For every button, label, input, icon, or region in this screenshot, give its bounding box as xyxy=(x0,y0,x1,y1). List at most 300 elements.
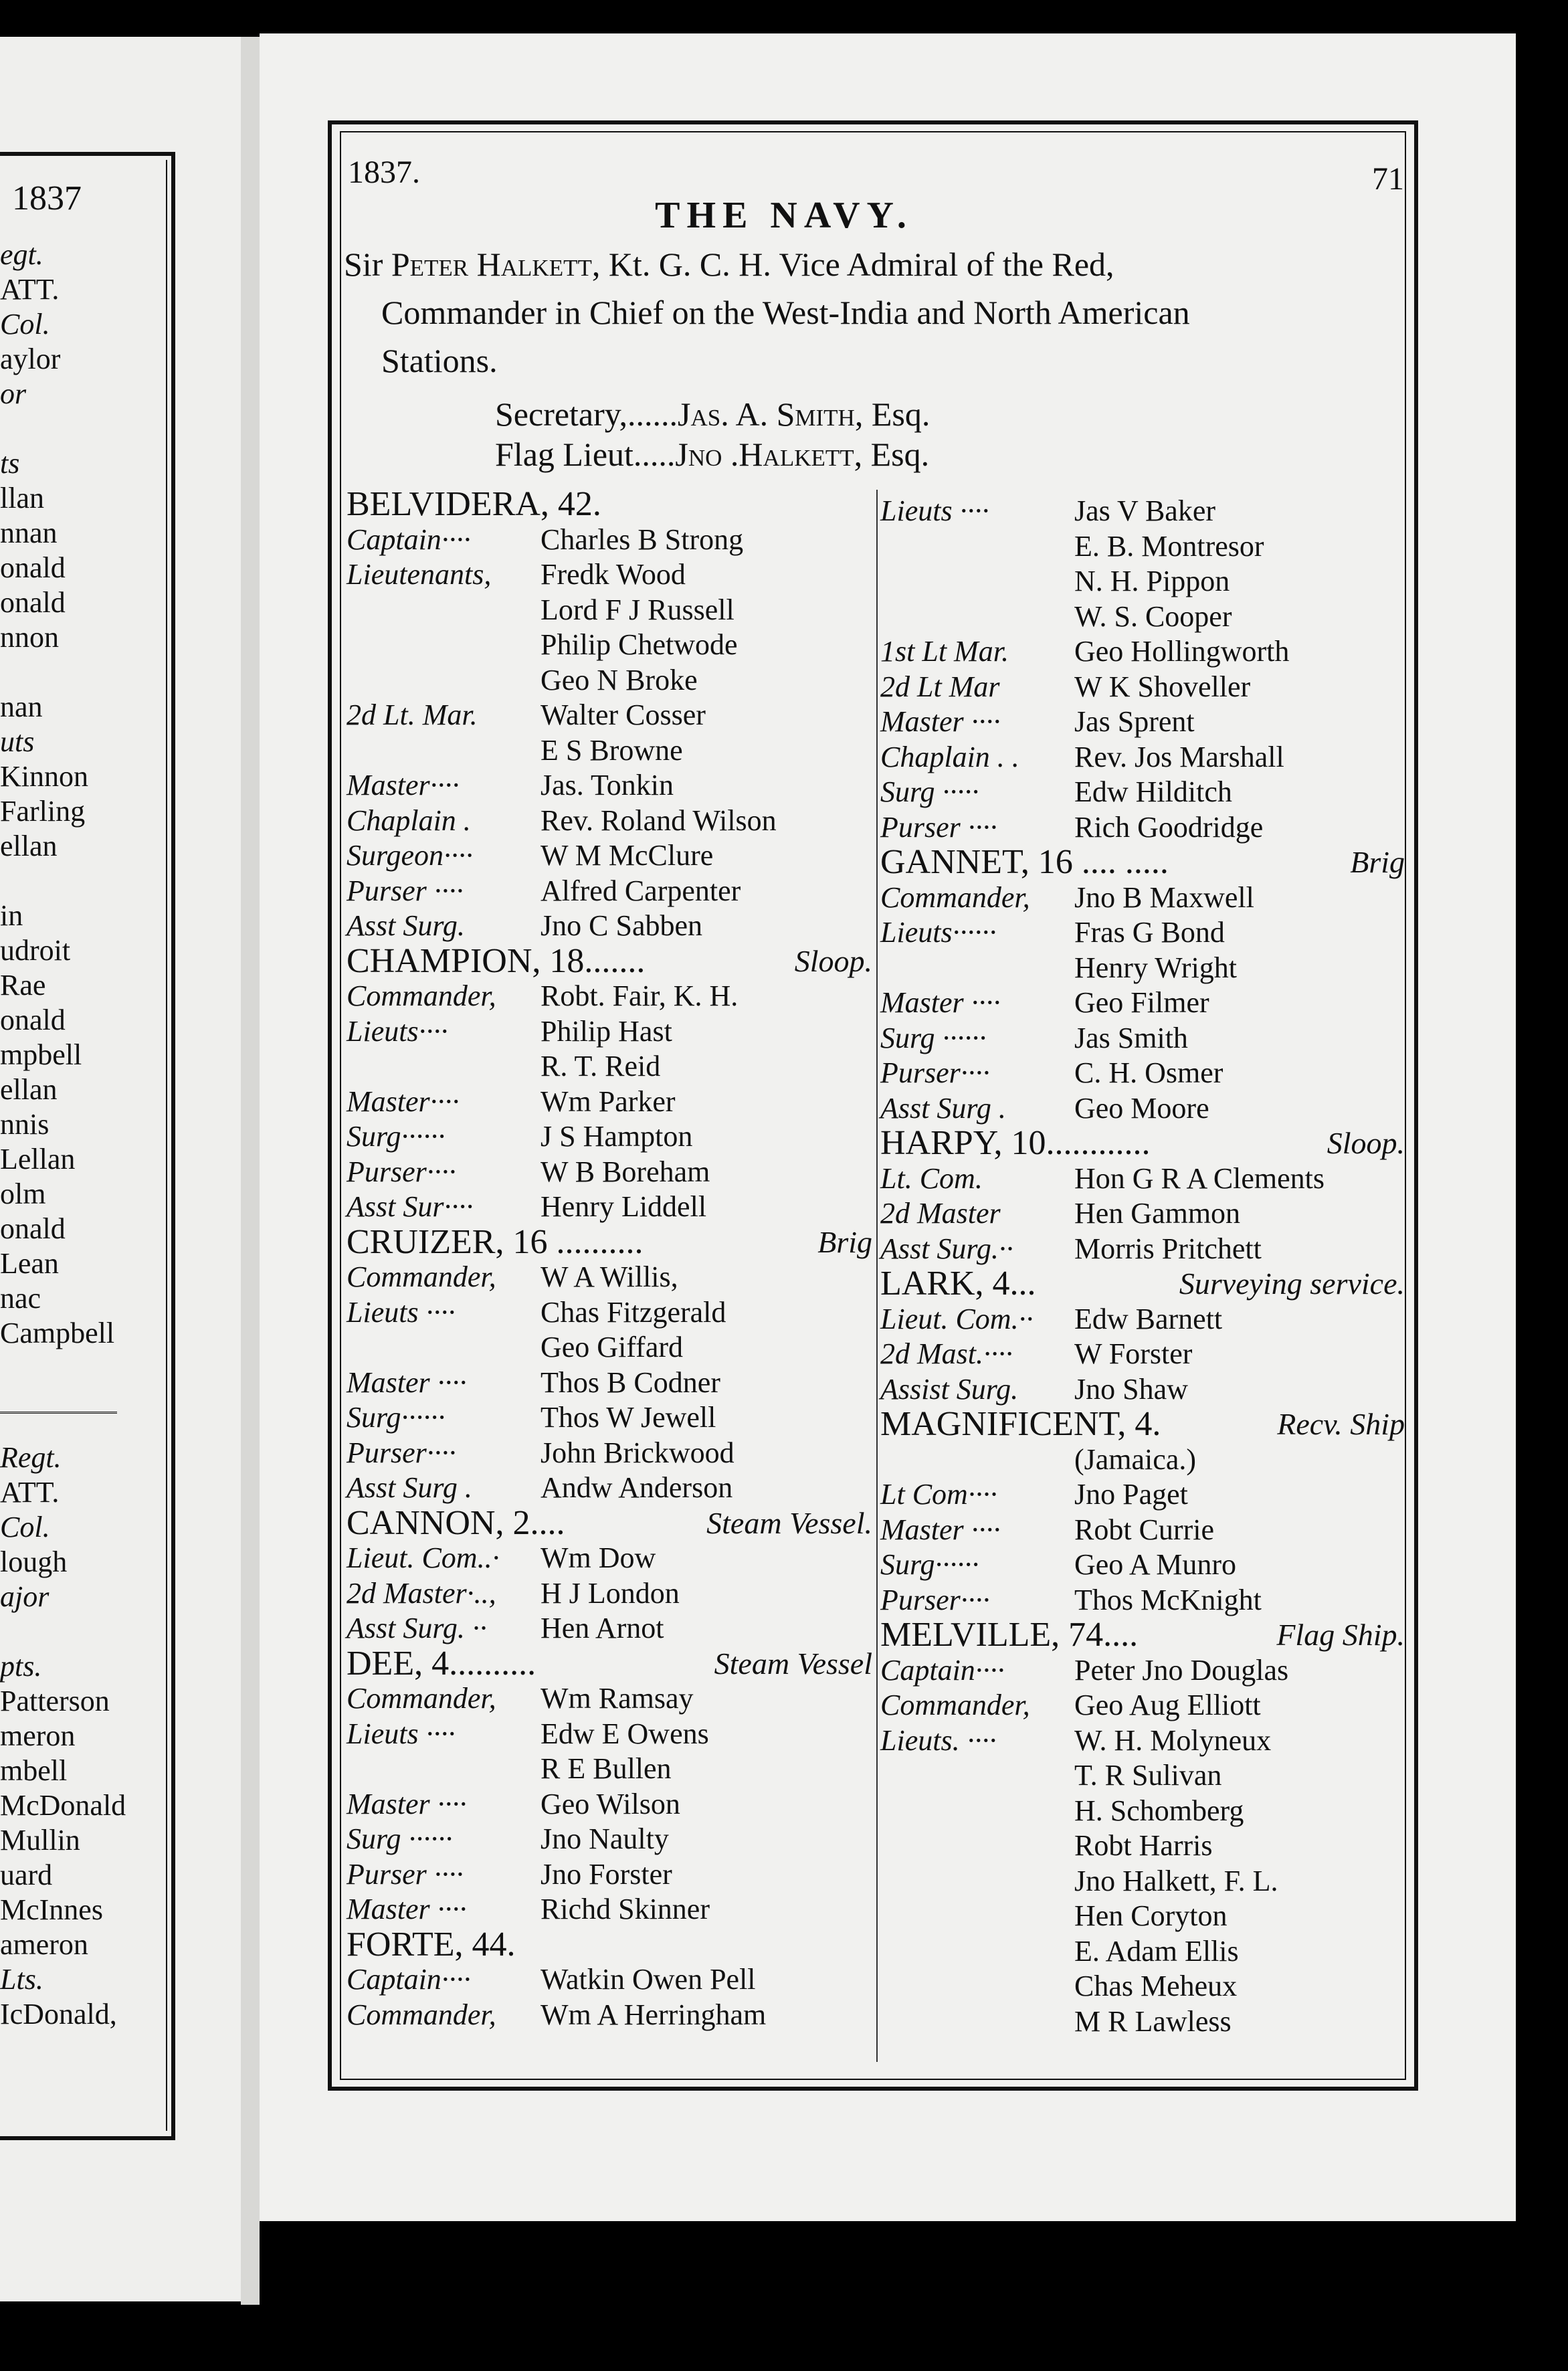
officer-name: Wm Parker xyxy=(541,1084,676,1118)
ship-heading xyxy=(347,1927,875,1963)
officer-entry xyxy=(880,951,1407,986)
fragment-line: aylor xyxy=(0,343,61,375)
rank-label: Surg······ xyxy=(347,1401,446,1434)
officer-entry xyxy=(347,1014,875,1050)
rank-label: 2d Mast.···· xyxy=(880,1337,1013,1370)
officer-name: Wm Dow xyxy=(541,1541,656,1574)
officer-name: Alfred Carpenter xyxy=(541,874,741,907)
ship-name: HARPY, 10............ xyxy=(880,1124,1151,1162)
fragment-line: uard xyxy=(0,1859,53,1891)
officer-name: Henry Wright xyxy=(1074,951,1238,984)
fragment-line: nan xyxy=(0,690,43,723)
fragment-line xyxy=(0,1614,174,1649)
officer-entry xyxy=(347,909,875,944)
officer-name: W B Boreham xyxy=(541,1155,710,1188)
rank-label: Master ···· xyxy=(880,986,1001,1019)
ship-list-left xyxy=(347,487,875,2032)
intro-line-1: Sir Peter Halkett, Kt. G. C. H. Vice Admiral of the Red, xyxy=(344,246,1114,283)
fragment-line: ATT. xyxy=(0,1476,60,1509)
fragment-line: IcDonald, xyxy=(0,1998,117,2030)
officer-entry xyxy=(880,1547,1407,1583)
flag-lieut-line: Flag Lieut.....Jno .Halkett, Esq. xyxy=(495,436,930,473)
fragment-line: McInnes xyxy=(0,1893,103,1926)
rank-label: Master ···· xyxy=(347,1365,467,1399)
ship-name: CANNON, 2.... xyxy=(347,1503,565,1542)
officer-entry xyxy=(880,1969,1407,2004)
officer-name: Jno C Sabben xyxy=(541,909,702,942)
rank-label: Asst Surg . xyxy=(347,1471,472,1504)
rank-label: Asst Sur···· xyxy=(347,1190,474,1223)
fragment-line: onald xyxy=(0,1004,66,1036)
previous-page-fragment xyxy=(0,37,253,2301)
rank-label: Lieutenants, xyxy=(347,558,492,591)
officer-entry xyxy=(347,593,875,628)
ship-name: MAGNIFICENT, 4. xyxy=(880,1405,1161,1443)
fragment-line: egt. xyxy=(0,238,43,271)
rank-label: Asst Surg . xyxy=(880,1091,1006,1125)
officer-entry xyxy=(347,1436,875,1471)
fragment-line xyxy=(0,864,174,898)
officer-entry xyxy=(880,704,1407,740)
officer-name: J S Hampton xyxy=(541,1120,693,1153)
rank-label: Lt Com···· xyxy=(880,1478,997,1511)
fragment-line xyxy=(0,411,174,446)
officer-name: R E Bullen xyxy=(541,1752,672,1785)
officer-name: Jas Sprent xyxy=(1074,705,1195,738)
rank-label: Chaplain . . xyxy=(880,740,1019,773)
officer-name: Rev. Roland Wilson xyxy=(541,803,777,837)
fragment-line: Mullin xyxy=(0,1824,80,1857)
officer-entry xyxy=(880,1723,1407,1759)
officer-name: Robt. Fair, K. H. xyxy=(541,979,739,1012)
officer-entry xyxy=(880,634,1407,670)
fragment-line: Lts. xyxy=(0,1963,43,1996)
fragment-line: nnis xyxy=(0,1108,50,1141)
officer-name: Jas Smith xyxy=(1074,1021,1188,1054)
fragment-line: olm xyxy=(0,1177,46,1210)
officer-entry xyxy=(880,1372,1407,1408)
officer-entry xyxy=(880,529,1407,565)
officer-name: W A Willis, xyxy=(541,1260,678,1293)
officer-name: Henry Liddell xyxy=(541,1190,707,1223)
officer-name: W. S. Cooper xyxy=(1074,599,1232,633)
rank-label: 1st Lt Mar. xyxy=(880,635,1009,668)
officer-entry xyxy=(880,670,1407,705)
officer-entry xyxy=(347,628,875,663)
officer-entry xyxy=(347,1751,875,1787)
officer-name: Geo Hollingworth xyxy=(1074,635,1290,668)
column-divider xyxy=(876,490,878,2062)
officer-entry xyxy=(347,1119,875,1155)
page-gutter xyxy=(241,37,260,2305)
page-number: 71 xyxy=(1372,161,1404,197)
ship-heading xyxy=(880,845,1407,880)
fragment-line: Campbell xyxy=(0,1317,115,1349)
previous-page-year: 1837 xyxy=(12,179,82,217)
rank-label: Lieut. Com.·· xyxy=(880,1302,1034,1335)
officer-name: Edw Hilditch xyxy=(1074,775,1232,808)
officer-entry xyxy=(347,1717,875,1752)
ship-heading xyxy=(347,1503,875,1542)
officer-entry xyxy=(880,1899,1407,1934)
officer-name: Jno Naulty xyxy=(541,1822,669,1855)
fragment-line: Lellan xyxy=(0,1143,76,1175)
officer-name: Morris Pritchett xyxy=(1074,1232,1262,1265)
officer-entry xyxy=(880,775,1407,810)
officer-entry xyxy=(880,1196,1407,1232)
officer-name: Rev. Jos Marshall xyxy=(1074,740,1284,773)
officer-entry xyxy=(880,1794,1407,1829)
fragment-line: McDonald xyxy=(0,1789,126,1822)
rank-label: Commander, xyxy=(347,1682,496,1715)
officer-name: R. T. Reid xyxy=(541,1050,661,1082)
fragment-line: llan xyxy=(0,482,44,514)
page-title: THE NAVY. xyxy=(655,195,913,236)
rank-label: Purser···· xyxy=(880,1056,990,1089)
officer-name: Philip Chetwode xyxy=(541,628,738,661)
officer-name: Jno Forster xyxy=(541,1857,672,1891)
officer-entry xyxy=(880,1161,1407,1197)
officer-entry xyxy=(880,1091,1407,1127)
ship-heading xyxy=(880,1266,1407,1302)
officer-name: Geo A Munro xyxy=(1074,1548,1236,1581)
ship-name: MELVILLE, 74.... xyxy=(880,1616,1139,1654)
rank-label: 2d Lt. Mar. xyxy=(347,698,478,731)
fragment-line: Lean xyxy=(0,1247,59,1280)
officer-entry xyxy=(880,2004,1407,2040)
officer-entry xyxy=(347,1541,875,1576)
rank-label: Lieuts······ xyxy=(880,916,997,949)
fragment-line: nnan xyxy=(0,516,58,549)
officer-name: Lord F J Russell xyxy=(541,593,734,626)
officer-entry xyxy=(347,1365,875,1401)
ship-name: CHAMPION, 18....... xyxy=(347,941,646,980)
officer-entry xyxy=(880,915,1407,951)
officer-entry xyxy=(347,698,875,733)
officer-entry xyxy=(347,1998,875,2033)
ship-name: BELVIDERA, 42. xyxy=(347,485,601,523)
officer-name: Walter Cosser xyxy=(541,698,706,731)
rank-label: Captain···· xyxy=(347,1963,471,1996)
officer-name: Jno B Maxwell xyxy=(1074,880,1254,914)
rank-label: Captain···· xyxy=(880,1653,1005,1687)
officer-name: H. Schomberg xyxy=(1074,1794,1244,1827)
rank-label: Master ···· xyxy=(880,705,1001,738)
rank-label: Commander, xyxy=(880,880,1030,914)
officer-name: Hen Arnot xyxy=(541,1612,664,1644)
ship-type: Steam Vessel xyxy=(714,1646,872,1681)
fragment-line: onald xyxy=(0,551,66,584)
officer-name: H J London xyxy=(541,1576,680,1610)
officer-name: Geo Aug Elliott xyxy=(1074,1689,1261,1721)
officer-name: Geo N Broke xyxy=(541,663,698,696)
officer-name: T. R Sulivan xyxy=(1074,1759,1222,1792)
officer-entry xyxy=(347,557,875,593)
officer-name: Richd Skinner xyxy=(541,1893,710,1925)
officer-entry xyxy=(347,1822,875,1857)
fragment-line: nac xyxy=(0,1282,41,1315)
officer-entry xyxy=(347,1857,875,1893)
officer-name: Wm A Herringham xyxy=(541,1998,767,2031)
officer-name: Chas Meheux xyxy=(1074,1970,1238,2002)
fragment-line: ameron xyxy=(0,1928,88,1961)
officer-entry xyxy=(880,740,1407,775)
officer-name: M R Lawless xyxy=(1074,2004,1232,2038)
fragment-line: ATT. xyxy=(0,273,60,306)
officer-name: N. H. Pippon xyxy=(1074,565,1230,597)
officer-name: W K Shoveller xyxy=(1074,670,1251,703)
rank-label: Lieuts ···· xyxy=(880,494,989,527)
officer-entry xyxy=(880,1758,1407,1794)
officer-name: W M McClure xyxy=(541,839,714,872)
officer-entry xyxy=(880,1021,1407,1056)
officer-entry xyxy=(347,1400,875,1436)
officer-entry xyxy=(880,1056,1407,1091)
officer-entry xyxy=(880,1583,1407,1618)
fragment-line: or xyxy=(0,377,27,410)
officer-entry xyxy=(347,1330,875,1365)
rank-label: Master ···· xyxy=(880,1513,1001,1546)
ship-heading xyxy=(880,1407,1407,1442)
fragment-line: Col. xyxy=(0,1511,50,1543)
officer-name: E S Browne xyxy=(541,733,683,767)
rank-label: Purser ···· xyxy=(880,810,997,844)
ship-type: Steam Vessel. xyxy=(706,1505,872,1540)
officer-entry xyxy=(880,880,1407,916)
officer-name: Watkin Owen Pell xyxy=(541,1963,756,1996)
fragment-line: mbell xyxy=(0,1754,68,1787)
rank-label: Lieut. Com..· xyxy=(347,1541,500,1574)
officer-name: Andw Anderson xyxy=(541,1471,733,1504)
officer-name: Robt Currie xyxy=(1074,1513,1214,1546)
fragment-line: ellan xyxy=(0,1073,58,1106)
officer-entry xyxy=(880,564,1407,599)
ship-name: DEE, 4.......... xyxy=(347,1644,536,1683)
previous-page-text-block-2 xyxy=(0,1440,174,2032)
fragment-line xyxy=(0,655,174,690)
officer-entry xyxy=(347,803,875,839)
rank-label: Chaplain . xyxy=(347,803,471,837)
officer-name: Jas. Tonkin xyxy=(541,769,674,801)
officer-name: Hon G R A Clements xyxy=(1074,1161,1325,1195)
officer-entry xyxy=(347,1260,875,1295)
officer-entry xyxy=(347,838,875,874)
rank-label: Commander, xyxy=(347,1260,496,1293)
officer-name: (Jamaica.) xyxy=(1074,1442,1196,1476)
officer-name: Chas Fitzgerald xyxy=(541,1295,726,1329)
fragment-line: uts xyxy=(0,725,35,758)
rank-label: Master···· xyxy=(347,769,460,801)
rank-label: 2d Master·.., xyxy=(347,1576,496,1610)
officer-name: Jno Shaw xyxy=(1074,1372,1188,1406)
officer-entry xyxy=(347,1681,875,1717)
officer-name: Hen Coryton xyxy=(1074,1899,1228,1932)
intro-line-2: Commander in Chief on the West-India and North American xyxy=(381,294,1190,331)
officer-name: Thos McKnight xyxy=(1074,1583,1262,1616)
officer-entry xyxy=(880,1934,1407,1970)
secretary-line: Secretary,......Jas. A. Smith, Esq. xyxy=(495,395,930,433)
rank-label: Lieuts. ···· xyxy=(880,1723,997,1757)
ship-heading xyxy=(880,1126,1407,1161)
officer-name: Wm Ramsay xyxy=(541,1682,694,1715)
fragment-line: udroit xyxy=(0,934,71,967)
admiral-name: Peter Halkett xyxy=(391,246,592,283)
officer-entry xyxy=(347,1471,875,1506)
rank-label: Surgeon···· xyxy=(347,839,474,872)
rank-label: Surg ······ xyxy=(880,1021,987,1054)
rank-label: Surg······ xyxy=(347,1120,446,1153)
officer-name: C. H. Osmer xyxy=(1074,1056,1223,1089)
rank-label: Surg······ xyxy=(880,1548,979,1581)
ship-name: FORTE, 44. xyxy=(347,1925,516,1964)
officer-entry xyxy=(347,1190,875,1225)
rank-label: Surg ······ xyxy=(347,1822,453,1855)
ship-heading xyxy=(347,1646,875,1682)
rank-label: Purser···· xyxy=(880,1583,990,1616)
fragment-line: mpbell xyxy=(0,1038,82,1071)
fragment-line: pts. xyxy=(0,1650,42,1683)
ship-type: Surveying service. xyxy=(1179,1266,1405,1301)
rank-label: Master ···· xyxy=(347,1787,467,1820)
rank-label: Master···· xyxy=(347,1084,460,1118)
officer-entry xyxy=(880,1513,1407,1548)
fragment-line: onald xyxy=(0,1212,66,1245)
page-year: 1837. xyxy=(348,155,420,190)
officer-entry xyxy=(880,1688,1407,1723)
officer-entry xyxy=(880,1653,1407,1689)
officer-name: Edw E Owens xyxy=(541,1717,709,1750)
fragment-line: Patterson xyxy=(0,1685,110,1717)
officer-name: Philip Hast xyxy=(541,1014,672,1048)
rank-label: Commander, xyxy=(347,979,496,1012)
rank-label: Purser···· xyxy=(347,1155,456,1188)
officer-entry xyxy=(347,1155,875,1190)
rank-label: Commander, xyxy=(880,1689,1030,1721)
rank-label: Lieuts ···· xyxy=(347,1295,456,1329)
rank-label: Lieuts ···· xyxy=(347,1717,456,1750)
officer-entry xyxy=(880,1828,1407,1864)
officer-name: Fredk Wood xyxy=(541,558,686,591)
officer-entry xyxy=(880,810,1407,846)
ship-heading xyxy=(347,941,875,980)
officer-entry xyxy=(347,1787,875,1822)
previous-page-rule xyxy=(0,1412,117,1414)
officer-entry xyxy=(347,523,875,558)
fragment-line: lough xyxy=(0,1545,68,1578)
officer-name: Charles B Strong xyxy=(541,523,744,556)
rank-label: Master ···· xyxy=(347,1893,467,1925)
rank-label: Asst Surg. ·· xyxy=(347,1612,487,1644)
officer-name: Thos B Codner xyxy=(541,1365,720,1399)
officer-name: Edw Barnett xyxy=(1074,1302,1223,1335)
ship-name: CRUIZER, 16 .......... xyxy=(347,1222,644,1261)
ship-heading xyxy=(347,487,875,523)
rank-label: Commander, xyxy=(347,1998,496,2031)
rank-label: 2d Master xyxy=(880,1197,1001,1230)
rank-label: Lieuts···· xyxy=(347,1014,448,1048)
officer-entry xyxy=(347,1962,875,1998)
rank-label: Asst Surg. xyxy=(347,909,465,942)
officer-name: Jas V Baker xyxy=(1074,494,1216,527)
officer-entry xyxy=(347,1892,875,1927)
officer-name: E. Adam Ellis xyxy=(1074,1934,1239,1968)
officer-name: Geo Wilson xyxy=(541,1787,680,1820)
rank-label: Purser ···· xyxy=(347,874,464,907)
officer-name: Geo Filmer xyxy=(1074,986,1209,1019)
fragment-line: Col. xyxy=(0,308,50,341)
rank-label: Lt. Com. xyxy=(880,1161,983,1195)
officer-entry xyxy=(880,599,1407,635)
fragment-line: ajor xyxy=(0,1580,50,1613)
officer-entry xyxy=(347,733,875,769)
officer-name: Rich Goodridge xyxy=(1074,810,1264,844)
ship-name: GANNET, 16 .... ..... xyxy=(880,843,1169,881)
officer-entry xyxy=(880,1442,1407,1478)
officer-entry xyxy=(347,874,875,909)
officer-entry xyxy=(347,979,875,1014)
fragment-line: onald xyxy=(0,586,66,619)
officer-entry xyxy=(880,1337,1407,1372)
officer-name: Thos W Jewell xyxy=(541,1401,716,1434)
rank-label: 2d Lt Mar xyxy=(880,670,1000,703)
rank-label: Surg ····· xyxy=(880,775,979,808)
officer-name: W. H. Molyneux xyxy=(1074,1723,1272,1757)
officer-entry xyxy=(880,1302,1407,1337)
rank-label: Assist Surg. xyxy=(880,1372,1019,1406)
fragment-line: Kinnon xyxy=(0,760,88,793)
ship-type: Sloop. xyxy=(794,943,872,978)
officer-name: E. B. Montresor xyxy=(1074,529,1264,563)
ship-type: Brig xyxy=(1350,845,1405,879)
ship-heading xyxy=(347,1222,875,1261)
officer-entry xyxy=(880,1232,1407,1267)
officer-entry xyxy=(880,494,1407,529)
rank-label: Purser ···· xyxy=(347,1857,464,1891)
ship-name: LARK, 4... xyxy=(880,1264,1036,1303)
officer-entry xyxy=(347,768,875,803)
officer-name: Hen Gammon xyxy=(1074,1197,1241,1230)
intro-line-3: Stations. xyxy=(381,342,498,379)
officer-name: W Forster xyxy=(1074,1337,1193,1370)
fragment-line: in xyxy=(0,899,23,932)
fragment-line: ts xyxy=(0,447,20,480)
fragment-line: nnon xyxy=(0,621,59,654)
officer-entry xyxy=(347,663,875,698)
previous-page-text-block xyxy=(0,238,174,1351)
officer-name: Peter Jno Douglas xyxy=(1074,1653,1289,1687)
officer-entry xyxy=(347,1295,875,1331)
fragment-line: Regt. xyxy=(0,1441,62,1474)
fragment-line: Rae xyxy=(0,969,46,1002)
fragment-line: ellan xyxy=(0,830,58,862)
officer-name: Geo Giffard xyxy=(541,1331,683,1363)
ship-type: Flag Ship. xyxy=(1276,1618,1405,1652)
rank-label: Captain···· xyxy=(347,523,471,556)
officer-entry xyxy=(347,1084,875,1120)
officer-name: Jno Paget xyxy=(1074,1478,1188,1511)
officer-name: John Brickwood xyxy=(541,1436,734,1469)
officer-entry xyxy=(880,985,1407,1021)
officer-entry xyxy=(347,1611,875,1646)
officer-entry xyxy=(347,1576,875,1612)
officer-name: Robt Harris xyxy=(1074,1829,1213,1862)
fragment-line: Farling xyxy=(0,795,86,828)
rank-label: Asst Surg.·· xyxy=(880,1232,1013,1265)
ship-type: Brig xyxy=(817,1224,872,1259)
fragment-line: meron xyxy=(0,1719,76,1752)
officer-entry xyxy=(880,1864,1407,1899)
rank-label: Purser···· xyxy=(347,1436,456,1469)
